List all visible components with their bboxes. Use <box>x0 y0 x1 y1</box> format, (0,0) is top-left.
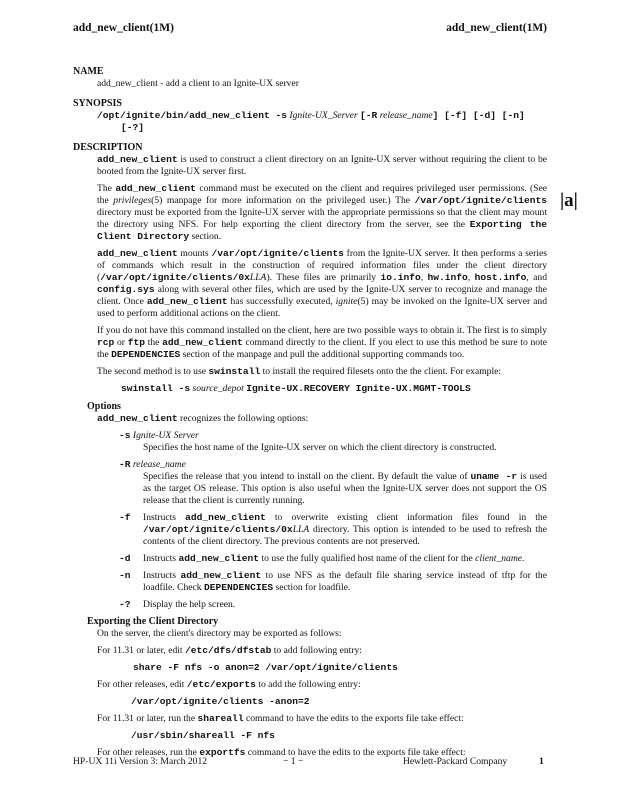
export-l2: For other releases, edit /etc/exports to add the following entry: <box>97 679 361 690</box>
header-left: add_new_client(1M) <box>73 22 174 34</box>
footer-right: Hewlett-Packard Company <box>403 756 508 767</box>
description-p5: The second method is to use swinstall to install the required filesets onto the the client. For example: <box>97 366 502 377</box>
description-p1: add_new_client is used to construct a client directory on an Ignite-UX server without requiring the client to be booted from the Ignite-UX server first. <box>97 154 547 177</box>
export-l3: For 11.31 or later, run the shareall command to have the edits to the exports file take effect: <box>97 713 464 724</box>
export-code3: /usr/sbin/shareall -F nfs <box>131 730 275 741</box>
export-code1: share -F nfs -o anon=2 /var/opt/ignite/clients <box>133 662 398 673</box>
synopsis-text: /opt/ignite/bin/add_new_client -s Ignite-UX_Server [-R release_name] [-f] [-d] [-n] [-?] <box>97 110 525 133</box>
description-p2: The add_new_client command must be executed on the client and requires privileged user permissions. (See the privileges(5) manpage for more information on the privileged user.) The /var/opt/ignite/clients directory must be exported from the Ignite-UX server with the appropriate permissions so that the client may mount the directory using NFS. For help exporting the client directory from the server, see the Exporting the Client Directory section. <box>97 183 548 242</box>
page-header <box>73 22 547 34</box>
swinstall-example: swinstall -s source_depot Ignite-UX.RECOVERY Ignite-UX.MGMT-TOOLS <box>121 383 471 394</box>
export-heading: Exporting the Client Directory <box>87 616 219 627</box>
export-code2: /var/opt/ignite/clients -anon=2 <box>131 696 310 707</box>
export-intro: On the server, the client's directory may be exported as follows: <box>97 628 342 639</box>
section-tab-marker: |a| <box>560 190 578 211</box>
options-heading: Options <box>87 401 121 412</box>
synopsis-heading: SYNOPSIS <box>73 98 122 109</box>
option-f: -f Instructs add_new_client to overwrite existing client information files found in the /var/opt/ignite/clients/0xLLA directory. This option is intended to be used to refresh the contents of the client directory. The previous contents are not preserved. <box>119 512 548 547</box>
export-l1: For 11.31 or later, edit /etc/dfs/dfstab to add following entry: <box>97 645 362 656</box>
options-intro: add_new_client recognizes the following options: <box>97 413 309 424</box>
page-number: 1 <box>539 756 544 767</box>
option-help: -? Display the help screen. <box>119 599 236 610</box>
option-s: -s Ignite-UX Server Specifies the host name of the Ignite-UX server on which the client directory is constructed. <box>119 430 497 453</box>
option-d: -d Instructs add_new_client to use the fully qualified host name of the client for the client_name. <box>119 553 525 564</box>
header-right: add_new_client(1M) <box>446 22 547 34</box>
option-R: -R release_name Specifies the release that you intend to install on the client. By default the value of uname -r is used as the target OS release. This option is also useful when the Ignite-UX server does not support the OS release that the client is currently running. <box>119 459 547 506</box>
manpage-body <box>73 66 547 764</box>
description-p4: If you do not have this command installed on the client, here are two possible ways to obtain it. The first is to simply rcp or ftp the add_new_client command directly to the client. If you elect to use this method be sure to note the DEPENDENCIES section of the manpage and pull the additional supporting commands too. <box>97 325 547 360</box>
description-p3: add_new_client mounts /var/opt/ignite/clients from the Ignite-UX server. It then performs a series of commands which result in the construction of required information files under the client directory (/var/opt/ignite/clients/0xLLA). These files are primarily io.info, hw.info, host.info, and config.sys along with several other files, which are used by the Ignite-UX server to recognize and manage the client. Once add_new_client has successfully executed, ignite(5) may be invoked on the Ignite-UX server and used to perform additional actions on the client. <box>97 248 548 319</box>
description-heading: DESCRIPTION <box>73 142 143 153</box>
name-text: add_new_client - add a client to an Ignite-UX server <box>97 78 299 89</box>
footer-left: HP-UX 11i Version 3: March 2012 <box>73 756 208 767</box>
footer-center: − 1 − <box>283 756 304 767</box>
name-heading: NAME <box>73 66 104 77</box>
option-n: -n Instructs add_new_client to use NFS as the default file sharing service instead of tftp for the loadfile. Check DEPENDENCIES section for loadfile. <box>119 570 547 593</box>
export-l4: For other releases, run the exportfs command to have the edits to the exports file take effect: <box>97 747 466 758</box>
